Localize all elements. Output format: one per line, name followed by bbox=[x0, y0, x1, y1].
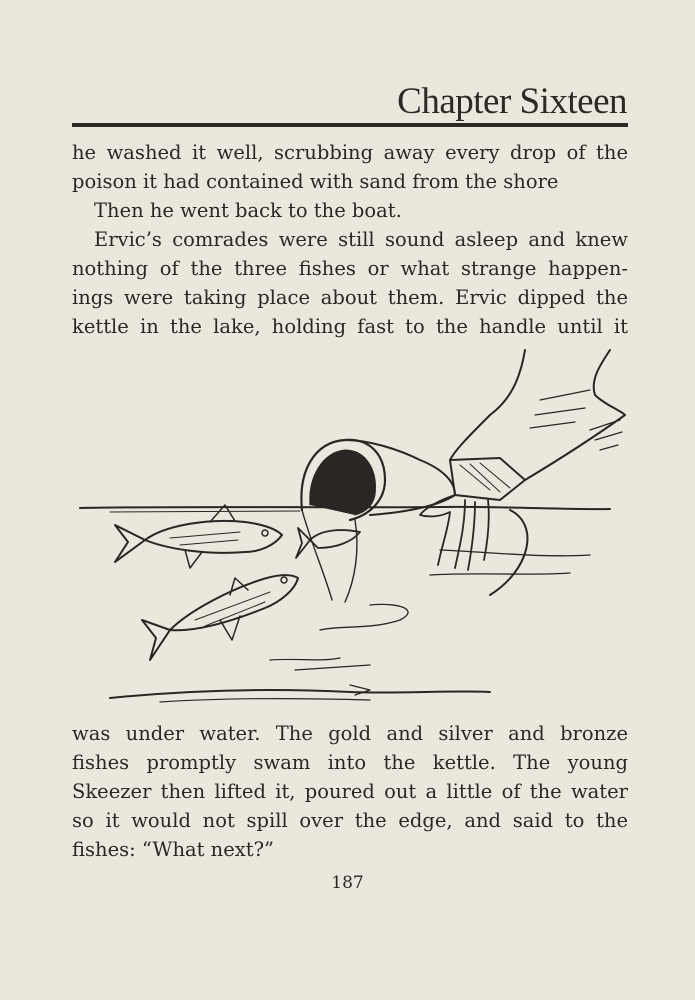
kettle-opening bbox=[310, 450, 376, 515]
text-line: nothing of the three fishes or what strange happen- bbox=[72, 257, 628, 280]
text-line: he washed it well, scrubbing away every drop of the bbox=[72, 141, 628, 164]
ripple bbox=[270, 658, 370, 670]
fish-eye bbox=[281, 577, 287, 583]
bottom-text bbox=[72, 719, 628, 864]
text-line: Skeezer then lifted it, poured out a little of the water bbox=[72, 780, 628, 803]
cuff bbox=[450, 458, 525, 500]
top-text bbox=[72, 138, 628, 341]
fish-scales bbox=[195, 592, 270, 626]
fish-silver bbox=[145, 521, 282, 553]
header-rule bbox=[72, 123, 628, 127]
kettle-underwater bbox=[302, 510, 357, 602]
text-line: was under water. The gold and silver and bronze bbox=[72, 722, 628, 745]
kettle-handle bbox=[490, 510, 527, 595]
text-line: Then he went back to the boat. bbox=[94, 199, 402, 222]
text-line: fishes promptly swam into the kettle. The young bbox=[72, 751, 628, 774]
fish-tail bbox=[115, 525, 145, 562]
kettle-fishes-illustration bbox=[70, 340, 635, 720]
ripple bbox=[160, 685, 370, 702]
fish-scales bbox=[170, 532, 240, 545]
fish-bronze bbox=[310, 530, 360, 548]
page-number: 187 bbox=[331, 873, 364, 893]
fish-tail bbox=[142, 620, 170, 660]
sleeve-shading bbox=[530, 390, 622, 450]
ripple bbox=[110, 690, 490, 698]
text-line: so it would not spill over the edge, and said to the bbox=[72, 809, 628, 832]
sleeve bbox=[450, 350, 525, 460]
text-line: ings were taking place about them. Ervic dipped the bbox=[72, 286, 628, 309]
cuff-shading bbox=[460, 463, 510, 492]
text-line: Ervic’s comrades were still sound asleep and knew bbox=[94, 228, 628, 251]
text-line: kettle in the lake, holding fast to the handle until it bbox=[72, 315, 628, 338]
fish-tail bbox=[296, 528, 310, 558]
ripple bbox=[320, 550, 590, 630]
sleeve bbox=[525, 350, 625, 480]
chapter-title: Chapter Sixteen bbox=[397, 81, 627, 122]
fish-eye bbox=[262, 530, 268, 536]
text-line: fishes: “What next?” bbox=[72, 838, 275, 861]
text-line: poison it had contained with sand from the shore bbox=[72, 170, 559, 193]
water-line bbox=[110, 511, 300, 512]
